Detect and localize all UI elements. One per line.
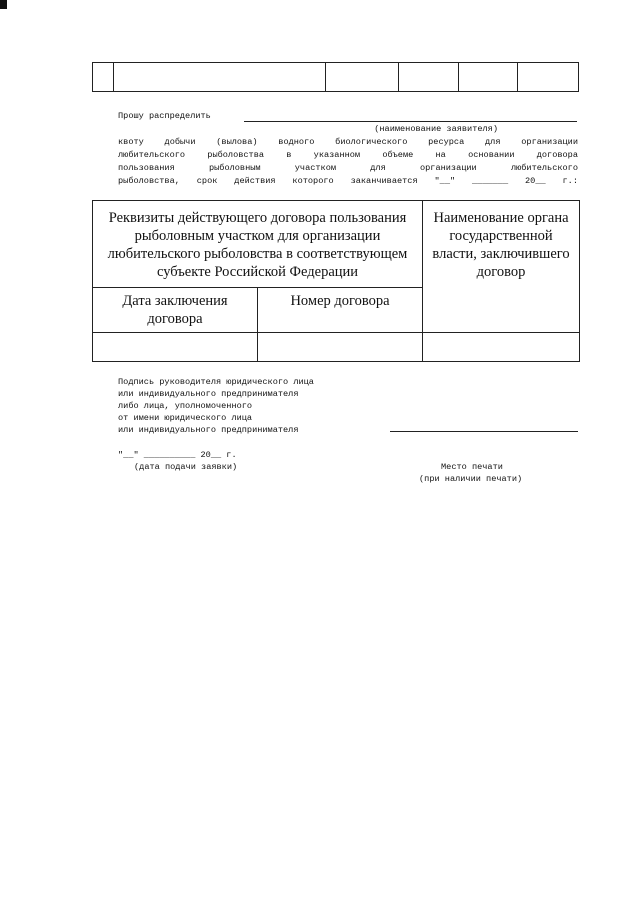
signature-line-4: от имени юридического лица [118, 413, 253, 423]
contract-table [92, 200, 580, 362]
request-line-2: любительского рыболовства в указанном объеме на основании договора [118, 150, 578, 160]
table-cell [459, 63, 518, 92]
signature-line-1: Подпись руководителя юридического лица [118, 377, 314, 387]
application-date-caption: (дата подачи заявки) [134, 462, 238, 472]
request-paragraph [118, 110, 578, 188]
request-first-line [118, 110, 578, 123]
signature-line-3: либо лица, уполномоченного [118, 401, 253, 411]
authority-header: Наименование органа государственной власти, заключившего договор [423, 201, 580, 333]
corner-mark [0, 0, 7, 9]
request-line-1: квоту добычи (вылова) водного биологического ресурса для организации [118, 137, 578, 147]
contract-date-header: Дата заключения договора [93, 288, 258, 333]
table-cell [326, 63, 399, 92]
contract-date-cell[interactable] [93, 333, 258, 362]
table-cell [518, 63, 579, 92]
applicant-caption: (наименование заявителя) [374, 124, 498, 134]
contract-number-cell[interactable] [258, 333, 423, 362]
table-cell [93, 63, 114, 92]
request-line-4: рыболовства, срок действия которого заканчивается "__" _______ 20__ г.: [118, 176, 578, 186]
signature-line-2: или индивидуального предпринимателя [118, 389, 299, 399]
contract-details-header: Реквизиты действующего договора пользования рыболовным участком для организации любительского рыболовства в соответствующем субъекте Российской Федерации [93, 201, 423, 288]
stamp-label: Место печати [441, 462, 503, 472]
table-cell [399, 63, 459, 92]
request-line-3: пользования рыболовным участком для организации любительского [118, 163, 578, 173]
authority-cell[interactable] [423, 333, 580, 362]
signature-block [118, 376, 314, 436]
signature-field[interactable] [390, 421, 578, 432]
stamp-caption: (при наличии печати) [419, 474, 523, 484]
applicant-name-field[interactable] [244, 110, 577, 122]
application-date-line[interactable]: "__" __________ 20__ г. [118, 450, 237, 460]
request-prefix: Прошу распределить [118, 111, 211, 121]
table-cell [114, 63, 326, 92]
contract-number-header: Номер договора [258, 288, 423, 333]
signature-line-5: или индивидуального предпринимателя [118, 425, 299, 435]
quota-table-fragment [92, 62, 579, 92]
